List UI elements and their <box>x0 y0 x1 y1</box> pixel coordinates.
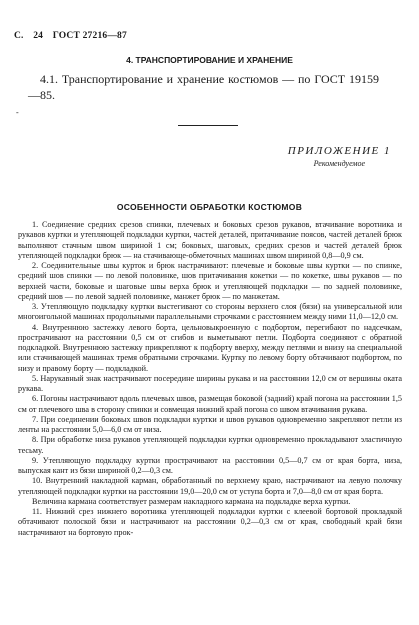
page-header <box>14 31 134 41</box>
paragraph-9: 9. Утепляющую подкладку куртки прострачивают на расстоянии 0,5—0,7 см от края борта, низа, выпуская кант из бязи шириной 0,2—0,3 см. <box>18 455 402 475</box>
page-number: 24 <box>33 31 44 41</box>
paragraph-7: 7. При соединении боковых швов подкладки куртки и швов рукавов одновременно закрепляют петли из ленты на расстоянии 5,0—6,0 см от низа. <box>18 414 402 434</box>
paragraph-2: 2. Соединительные швы курток и брюк настрачивают: плечевые и боковые швы куртки — по спинке, средний шов спинки — по левой половинке, шов притачивания кокетки — по кокетке, швы рукавов — по верхней части, боковые и шаговые швы верха брюк и утепляющей подкладки — по задней половинке, средний шов — по левой задней половинке, манжет брюк — по манжетам. <box>18 261 402 301</box>
margin-mark: - <box>16 108 19 117</box>
paragraph-8: 8. При обработке низа рукавов утепляющей подкладки куртки одновременно прокладывают эластичную тесьму. <box>18 435 402 455</box>
paragraph-10-note: Величина кармана соответствует размерам накладного кармана на подкладке верха куртки. <box>32 496 351 506</box>
paragraph-3: 3. Утепляющую подкладку куртки выстегивают со стороны верхнего слоя (бязи) на универсальной или многоигольной машинах продольными параллельными строчками с расстоянием между ними 11,0—12,0 см. <box>18 302 402 322</box>
paragraph-11: 11. Нижний срез нижнего воротника утепляющей подкладки куртки с клеевой бортовой прокладкой обтачивают полоской бязи и настрачивают на расстоянии 0,2—0,3 см от края, свободный край бязи настрачивают на бортовую прок- <box>18 507 402 537</box>
features-body <box>18 220 402 538</box>
paragraph-10: 10. Внутренний накладной карман, обработанный по верхнему краю, настрачивают на левую полочку утепляющей подкладки куртки на расстоянии 19,0—20,0 см от уступа борта и 7,0—8,0 см от края борта. <box>18 476 402 496</box>
appendix-label: ПРИЛОЖЕНИЕ 1 <box>287 145 391 157</box>
header-letter: С. <box>14 31 24 41</box>
appendix-block <box>288 145 391 168</box>
separator-rule <box>178 125 238 126</box>
appendix-status: Рекомендуемое <box>313 159 366 168</box>
paragraph-6: 6. Погоны настрачивают вдоль плечевых швов, размещая боковой (задний) край погона на расстоянии 1,5 см от плечевого шва в сторону спинки и совмещая нижний край погона со швом втачивания рукава. <box>18 394 402 414</box>
paragraph-1: 1. Соединение средних срезов спинки, плечевых и боковых срезов рукавов, втачивание воротника и рукавов куртки и утепляющей подкладки куртки, частей деталей, притачивание поясов, частей деталей брюк выполняют стачным швом шириной 1 см; боковых, шаговых, средних срезов и частей деталей брюк утепляющей подкладки брюк — на стачивающе-обметочных машинах швом шириной 0,8—0,9 см. <box>18 220 402 260</box>
section-title: 4. ТРАНСПОРТИРОВАНИЕ И ХРАНЕНИЕ <box>126 55 293 65</box>
section-text: 4.1. Транспортирование и хранение костюмов — по ГОСТ 19159—85. <box>28 72 379 102</box>
standard-code: ГОСТ 27216—87 <box>52 31 127 41</box>
paragraph-5: 5. Нарукавный знак настрачивают посередине ширины рукава и на расстоянии 12,0 см от вершины оката рукава. <box>18 373 402 393</box>
features-title: ОСОБЕННОСТИ ОБРАБОТКИ КОСТЮМОВ <box>116 202 303 212</box>
paragraph-4: 4. Внутреннюю застежку левого борта, цельновыкроенную с подбортом, перегибают по надсечкам, прострачивают на расстоянии 0,5 см от сгибов и выметывают петли. Подборта соединяют с обратной подкладкой. Внутреннюю застежку прикрепляют к подборту вверху, между петлями и внизу на специальной или стачивающей машинах тремя обратными строчками. Куртку по левому борту обтачивают подбортом, по низу и правому борту — подкладкой. <box>18 322 402 373</box>
